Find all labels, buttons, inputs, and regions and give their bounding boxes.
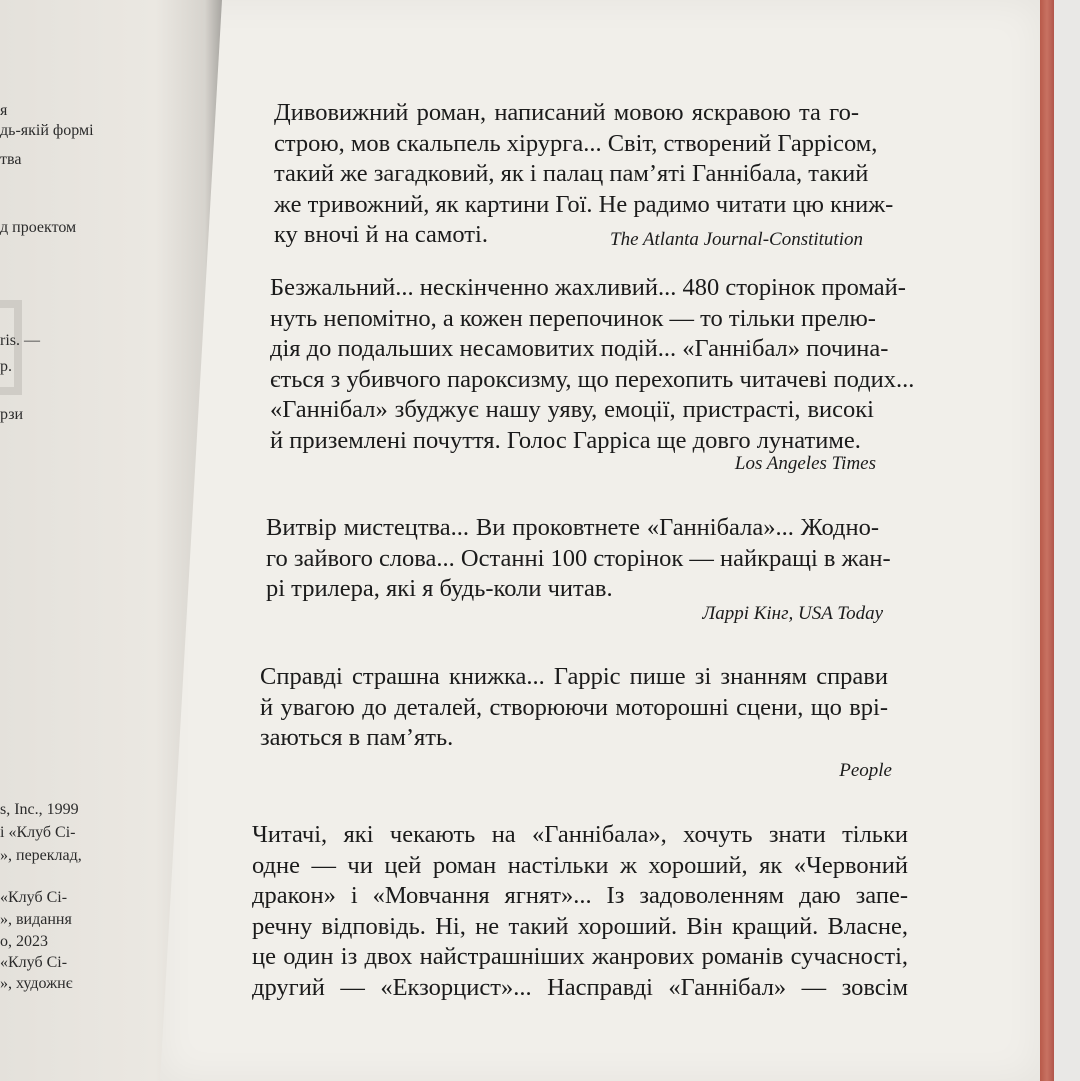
left-page-line: s, Inc., 1999 — [0, 801, 79, 818]
left-page-line: я — [0, 102, 8, 119]
quote-line: ється з убивчого пароксизму, що перехопить читачеві подих... — [270, 365, 915, 393]
left-page-line: д проектом — [0, 219, 77, 236]
quote-line: Справді страшна книжка... Гарріс пише зі знанням справи — [260, 663, 888, 690]
quote-line: й увагою до деталей, створюючи моторошні сцени, що врі- — [260, 693, 888, 721]
left-page-line: дь-якій формі — [0, 122, 94, 139]
review-quote — [266, 513, 891, 605]
quote-line: це один із двох найстрашніших жанрових романів сучасності, — [252, 943, 908, 970]
left-page-line: », художнє — [0, 975, 73, 992]
quote-line: же тривожний, як картини Гої. Не радимо читати цю книж- — [274, 190, 894, 218]
quote-line: «Ганнібал» збуджує нашу уяву, емоції, пристрасті, високі — [270, 396, 874, 423]
review-quote — [274, 98, 894, 251]
left-page-line: тва — [0, 151, 22, 168]
review-quote — [270, 273, 915, 456]
quote-source: Los Angeles Times — [734, 453, 876, 474]
left-page-line: », видання — [0, 911, 72, 928]
quote-line: рі трилера, які я будь-коли читав. — [266, 575, 613, 602]
quote-line: заються в пам’ять. — [260, 724, 454, 751]
quote-line: Витвір мистецтва... Ви проковтнете «Ганнібала»... Жодно- — [266, 514, 879, 541]
left-page-line: р. — [0, 358, 12, 375]
review-quote — [252, 820, 908, 1003]
quote-line: Читачі, які чекають на «Ганнібала», хочуть знати тільки — [252, 821, 908, 848]
left-page-line: «Клуб Сі- — [0, 889, 68, 906]
quote-line: строю, мов скальпель хірурга... Світ, створений Гаррісом, — [274, 129, 878, 157]
quote-line: дія до подальших несамовитих подій... «Ганнібал» почина- — [270, 335, 889, 362]
background-surface — [1054, 0, 1080, 1081]
left-page-line: «Клуб Сі- — [0, 954, 68, 971]
book-page-edge — [1040, 0, 1054, 1081]
quote-line: нуть непомітно, а кожен перепочинок — то тільки прелю- — [270, 304, 876, 332]
quote-line: Безжальний... нескінченно жахливий... 480 сторінок промай- — [270, 274, 906, 301]
quote-line: й приземлені почуття. Голос Гарріса ще довго лунатиме. — [270, 426, 861, 454]
quote-source: The Atlanta Journal-Constitution — [610, 229, 863, 250]
quote-source: Ларрі Кінг, USA Today — [702, 603, 883, 624]
quote-line: дракон» і «Мовчання ягнят»... Із задоволенням даю запе- — [252, 882, 908, 909]
left-page-line: о, 2023 — [0, 933, 48, 950]
quote-line: речну відповідь. Ні, не такий хороший. Він кращий. Власне, — [252, 912, 908, 940]
left-page-line: і «Клуб Сі- — [0, 824, 76, 841]
left-page-line: », переклад, — [0, 847, 82, 864]
quote-line: другий — «Екзорцист»... Насправді «Ганнібал» — зовсім — [252, 973, 908, 1001]
quote-line: такий же загадковий, як і палац пам’яті Ганнібала, такий — [274, 160, 869, 187]
quote-line: Дивовижний роман, написаний мовою яскравою та го- — [274, 99, 859, 126]
quote-source: People — [839, 760, 892, 781]
left-page-line: рзи — [0, 406, 24, 423]
quote-line: го зайвого слова... Останні 100 сторінок — найкращі в жан- — [266, 544, 891, 572]
left-page-line: ris. — — [0, 332, 40, 349]
quote-line: одне — чи цей роман настільки ж хороший, як «Червоний — [252, 851, 908, 879]
review-quote — [260, 662, 888, 754]
quote-line: ку вночі й на самоті. — [274, 221, 488, 248]
